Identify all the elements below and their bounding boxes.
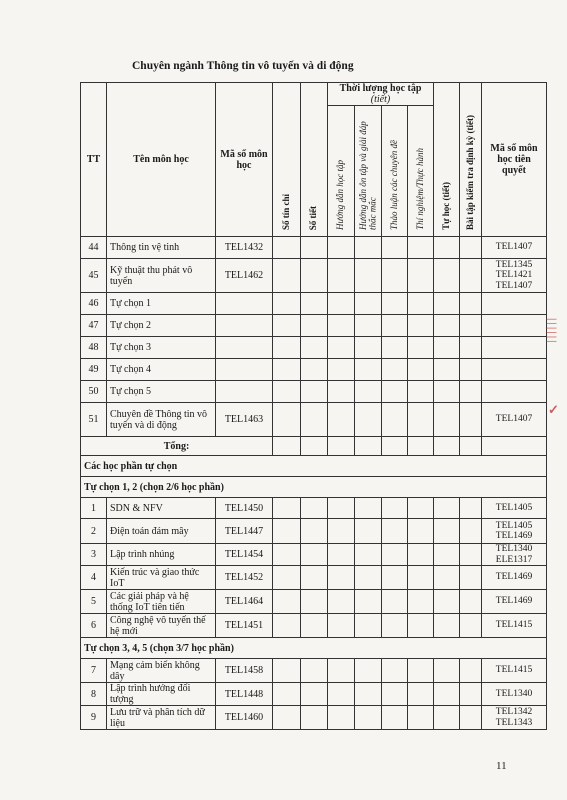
row-empty-cell — [434, 237, 460, 259]
row-empty-cell — [273, 259, 301, 293]
row-empty-cell — [328, 403, 355, 437]
row-prereq — [482, 237, 547, 259]
row-empty-cell — [408, 381, 434, 403]
table-row — [81, 683, 547, 706]
row-code: TEL1447 — [216, 519, 273, 544]
row-empty-cell — [408, 337, 434, 359]
row-empty-cell — [460, 544, 482, 566]
row-empty-cell — [301, 683, 328, 706]
row-prereq — [482, 403, 547, 437]
row-empty-cell — [273, 403, 301, 437]
row-empty-cell — [382, 437, 408, 456]
prereq-code: TEL1469 — [495, 572, 533, 583]
header-sub1: Hướng dẫn học tập — [328, 106, 355, 237]
prereq-code: TEL1469 — [495, 531, 533, 541]
row-empty-cell — [273, 498, 301, 519]
red-signature-mark: ✓ — [548, 402, 559, 417]
row-empty-cell — [355, 566, 382, 590]
row-prereq — [482, 337, 547, 359]
row-empty-cell — [328, 337, 355, 359]
row-empty-cell — [355, 359, 382, 381]
row-empty-cell — [408, 590, 434, 614]
prereq-code: TEL1340 — [495, 544, 533, 555]
row-prereq — [482, 683, 547, 706]
row-tt: 1 — [81, 498, 107, 519]
row-tt: 46 — [81, 293, 107, 315]
row-empty-cell — [382, 237, 408, 259]
row-empty-cell — [355, 259, 382, 293]
row-empty-cell — [355, 293, 382, 315]
table-row — [81, 237, 547, 259]
row-empty-cell — [460, 498, 482, 519]
row-empty-cell — [460, 315, 482, 337]
row-tt: 3 — [81, 544, 107, 566]
row-code: TEL1454 — [216, 544, 273, 566]
prereq-code: TEL1340 — [495, 688, 533, 699]
row-code: TEL1460 — [216, 706, 273, 730]
row-empty-cell — [408, 706, 434, 730]
table-row — [81, 544, 547, 566]
row-tt: 2 — [81, 519, 107, 544]
row-name: Thông tin vệ tinh — [107, 237, 216, 259]
header-sub2: Hướng dẫn ôn tập và giải đáp thắc mắc — [355, 106, 382, 237]
row-code: TEL1462 — [216, 259, 273, 293]
row-prereq — [482, 359, 547, 381]
row-empty-cell — [328, 359, 355, 381]
row-empty-cell — [434, 359, 460, 381]
row-code: TEL1458 — [216, 659, 273, 683]
row-empty-cell — [355, 315, 382, 337]
row-empty-cell — [273, 590, 301, 614]
header-credits: Số tín chỉ — [273, 83, 301, 237]
row-tt: 49 — [81, 359, 107, 381]
row-empty-cell — [273, 544, 301, 566]
table-row — [81, 498, 547, 519]
row-code — [216, 315, 273, 337]
row-name: Mạng cảm biến không dây — [107, 659, 216, 683]
row-name: Kiến trúc và giao thức IoT — [107, 566, 216, 590]
row-empty-cell — [408, 359, 434, 381]
row-empty-cell — [273, 519, 301, 544]
table-row — [81, 519, 547, 544]
row-empty-cell — [355, 519, 382, 544]
table-row — [81, 403, 547, 437]
row-tt: 6 — [81, 614, 107, 638]
row-empty-cell — [434, 498, 460, 519]
row-empty-cell — [273, 315, 301, 337]
row-empty-cell — [382, 337, 408, 359]
row-name: Các giải pháp và hệ thống IoT tiên tiến — [107, 590, 216, 614]
table-row — [81, 706, 547, 730]
table-row — [81, 614, 547, 638]
row-empty-cell — [408, 437, 434, 456]
row-tt: 50 — [81, 381, 107, 403]
row-empty-cell — [301, 566, 328, 590]
row-empty-cell — [301, 259, 328, 293]
row-empty-cell — [273, 359, 301, 381]
row-empty-cell — [355, 659, 382, 683]
row-empty-cell — [434, 683, 460, 706]
row-empty-cell — [328, 498, 355, 519]
red-stamp-mark: |||||| — [546, 318, 558, 345]
row-empty-cell — [460, 590, 482, 614]
row-code — [216, 381, 273, 403]
row-tt: 51 — [81, 403, 107, 437]
row-prereq — [482, 566, 547, 590]
row-name: Tự chọn 2 — [107, 315, 216, 337]
row-empty-cell — [408, 519, 434, 544]
row-empty-cell — [434, 659, 460, 683]
section-title: Chuyên ngành Thông tin vô tuyến và di động — [132, 60, 354, 72]
row-empty-cell — [273, 337, 301, 359]
row-empty-cell — [382, 315, 408, 337]
row-empty-cell — [382, 659, 408, 683]
row-name: Tự chọn 4 — [107, 359, 216, 381]
row-tt: 48 — [81, 337, 107, 359]
row-name: Lưu trữ và phân tích dữ liệu — [107, 706, 216, 730]
row-empty-cell — [301, 544, 328, 566]
page-number: 11 — [496, 760, 507, 772]
header-sub3: Thảo luận các chuyên đề — [382, 106, 408, 237]
row-empty-cell — [434, 315, 460, 337]
row-empty-cell — [301, 315, 328, 337]
row-empty-cell — [408, 315, 434, 337]
row-empty-cell — [328, 683, 355, 706]
row-empty-cell — [328, 259, 355, 293]
row-empty-cell — [434, 293, 460, 315]
row-empty-cell — [434, 437, 460, 456]
row-empty-cell — [328, 614, 355, 638]
row-empty-cell — [328, 659, 355, 683]
row-empty-cell — [460, 519, 482, 544]
header-self-study: Tự học (tiết) — [434, 83, 460, 237]
table-row — [81, 315, 547, 337]
row-empty-cell — [301, 590, 328, 614]
row-empty-cell — [382, 590, 408, 614]
row-empty-cell — [273, 293, 301, 315]
row-prereq — [482, 590, 547, 614]
row-empty-cell — [408, 544, 434, 566]
row-tt: 44 — [81, 237, 107, 259]
row-empty-cell — [460, 259, 482, 293]
row-empty-cell — [408, 659, 434, 683]
row-empty-cell — [355, 237, 382, 259]
group2-title: Tự chọn 3, 4, 5 (chọn 3/7 học phần) — [81, 638, 547, 659]
row-empty-cell — [382, 566, 408, 590]
header-prereq: Mã số môn học tiên quyết — [482, 83, 547, 237]
row-empty-cell — [355, 381, 382, 403]
row-code: TEL1452 — [216, 566, 273, 590]
row-empty-cell — [460, 337, 482, 359]
row-empty-cell — [408, 259, 434, 293]
row-code — [216, 337, 273, 359]
row-empty-cell — [434, 590, 460, 614]
row-empty-cell — [273, 706, 301, 730]
row-empty-cell — [382, 359, 408, 381]
row-name: Công nghệ vô tuyến thế hệ mới — [107, 614, 216, 638]
header-sub4: Thí nghiệm/Thực hành — [408, 106, 434, 237]
header-tt: TT — [81, 83, 107, 237]
row-empty-cell — [382, 259, 408, 293]
row-empty-cell — [382, 683, 408, 706]
row-empty-cell — [301, 337, 328, 359]
row-empty-cell — [408, 498, 434, 519]
row-empty-cell — [328, 519, 355, 544]
row-prereq — [482, 315, 547, 337]
row-code: TEL1450 — [216, 498, 273, 519]
prereq-code: TEL1407 — [495, 280, 533, 291]
row-empty-cell — [434, 544, 460, 566]
table-row — [81, 659, 547, 683]
row-empty-cell — [434, 519, 460, 544]
row-empty-cell — [434, 337, 460, 359]
row-prereq — [482, 259, 547, 293]
prereq-code: TEL1469 — [495, 596, 533, 607]
row-empty-cell — [328, 544, 355, 566]
row-empty-cell — [273, 683, 301, 706]
row-empty-cell — [408, 293, 434, 315]
row-empty-cell — [460, 381, 482, 403]
group2-title-row — [81, 638, 547, 659]
row-empty-cell — [328, 706, 355, 730]
row-empty-cell — [328, 590, 355, 614]
row-empty-cell — [434, 381, 460, 403]
row-empty-cell — [355, 590, 382, 614]
row-empty-cell — [460, 403, 482, 437]
row-empty-cell — [301, 381, 328, 403]
row-name: Lập trình nhúng — [107, 544, 216, 566]
row-empty-cell — [408, 403, 434, 437]
row-code — [216, 293, 273, 315]
row-empty-cell — [355, 544, 382, 566]
row-empty-cell — [301, 359, 328, 381]
row-empty-cell — [273, 381, 301, 403]
row-tt: 45 — [81, 259, 107, 293]
header-code: Mã số môn học — [216, 83, 273, 237]
row-empty-cell — [460, 566, 482, 590]
row-empty-cell — [328, 315, 355, 337]
row-prereq — [482, 293, 547, 315]
row-empty-cell — [382, 706, 408, 730]
row-empty-cell — [434, 566, 460, 590]
row-code: TEL1463 — [216, 403, 273, 437]
prereq-code: TEL1343 — [495, 717, 533, 728]
group1-title: Tự chọn 1, 2 (chọn 2/6 học phần) — [81, 477, 547, 498]
row-tt: 5 — [81, 590, 107, 614]
row-empty-cell — [355, 337, 382, 359]
row-empty-cell — [460, 706, 482, 730]
row-code: TEL1451 — [216, 614, 273, 638]
prereq-code: ELE1317 — [495, 554, 533, 565]
table-row — [81, 359, 547, 381]
row-prereq — [482, 706, 547, 730]
row-name: Kỹ thuật thu phát vô tuyến — [107, 259, 216, 293]
row-code: TEL1464 — [216, 590, 273, 614]
row-code — [216, 359, 273, 381]
row-empty-cell — [301, 659, 328, 683]
row-empty-cell — [460, 359, 482, 381]
table-row — [81, 293, 547, 315]
prereq-code: TEL1405 — [495, 520, 533, 531]
row-empty-cell — [460, 659, 482, 683]
row-tt: 8 — [81, 683, 107, 706]
row-name: Tự chọn 5 — [107, 381, 216, 403]
elective-section-title-row — [81, 456, 547, 477]
row-name: Điện toán đám mây — [107, 519, 216, 544]
row-empty-cell — [408, 683, 434, 706]
group1-title-row — [81, 477, 547, 498]
row-tt: 4 — [81, 566, 107, 590]
row-empty-cell — [460, 683, 482, 706]
row-empty-cell — [301, 498, 328, 519]
row-empty-cell — [355, 683, 382, 706]
prereq-code: TEL1415 — [495, 620, 533, 631]
row-empty-cell — [301, 614, 328, 638]
row-empty-cell — [273, 566, 301, 590]
table-row — [81, 337, 547, 359]
row-empty-cell — [328, 237, 355, 259]
total-row — [81, 437, 547, 456]
row-empty-cell — [460, 293, 482, 315]
row-empty-cell — [434, 614, 460, 638]
header-assignments: Bài tập kiểm tra định kỳ (tiết) — [460, 83, 482, 237]
total-label: Tổng: — [81, 437, 273, 456]
row-empty-cell — [273, 614, 301, 638]
row-empty-cell — [355, 614, 382, 638]
row-prereq — [482, 381, 547, 403]
header-name: Tên môn học — [107, 83, 216, 237]
row-name: Chuyên đề Thông tin vô tuyến và di động — [107, 403, 216, 437]
table-row — [81, 590, 547, 614]
row-tt: 9 — [81, 706, 107, 730]
row-empty-cell — [328, 437, 355, 456]
row-empty-cell — [301, 237, 328, 259]
row-empty-cell — [328, 381, 355, 403]
prereq-code: TEL1345 — [495, 259, 533, 270]
row-empty-cell — [434, 706, 460, 730]
prereq-code: TEL1415 — [495, 665, 533, 676]
row-empty-cell — [460, 437, 482, 456]
row-empty-cell — [273, 659, 301, 683]
row-empty-cell — [382, 544, 408, 566]
row-empty-cell — [355, 706, 382, 730]
table-row — [81, 381, 547, 403]
prereq-code: TEL1421 — [495, 270, 533, 281]
row-name: Lập trình hướng đối tượng — [107, 683, 216, 706]
elective-section-title: Các học phần tự chọn — [81, 456, 547, 477]
row-empty-cell — [408, 566, 434, 590]
row-empty-cell — [301, 403, 328, 437]
row-empty-cell — [460, 237, 482, 259]
row-tt: 47 — [81, 315, 107, 337]
row-empty-cell — [355, 403, 382, 437]
row-prereq — [482, 544, 547, 566]
row-code: TEL1432 — [216, 237, 273, 259]
row-name: Tự chọn 1 — [107, 293, 216, 315]
row-empty-cell — [460, 614, 482, 638]
row-empty-cell — [355, 498, 382, 519]
prereq-code: TEL1407 — [495, 414, 533, 425]
curriculum-table — [80, 82, 547, 730]
row-empty-cell — [273, 437, 301, 456]
prereq-code: TEL1342 — [495, 707, 533, 718]
row-empty-cell — [482, 437, 547, 456]
row-empty-cell — [382, 381, 408, 403]
row-empty-cell — [434, 259, 460, 293]
header-periods: Số tiết — [301, 83, 328, 237]
row-empty-cell — [382, 614, 408, 638]
row-empty-cell — [328, 566, 355, 590]
row-prereq — [482, 498, 547, 519]
prereq-code: TEL1407 — [495, 242, 533, 253]
row-prereq — [482, 659, 547, 683]
row-name: Tự chọn 3 — [107, 337, 216, 359]
row-empty-cell — [273, 237, 301, 259]
row-code: TEL1448 — [216, 683, 273, 706]
row-empty-cell — [301, 706, 328, 730]
row-empty-cell — [382, 403, 408, 437]
row-prereq — [482, 519, 547, 544]
row-empty-cell — [408, 614, 434, 638]
row-empty-cell — [382, 293, 408, 315]
row-tt: 7 — [81, 659, 107, 683]
row-empty-cell — [301, 293, 328, 315]
header-row-1 — [81, 83, 547, 106]
row-prereq — [482, 614, 547, 638]
row-empty-cell — [328, 293, 355, 315]
row-empty-cell — [355, 437, 382, 456]
row-empty-cell — [301, 437, 328, 456]
table-row — [81, 566, 547, 590]
row-empty-cell — [382, 519, 408, 544]
row-empty-cell — [382, 498, 408, 519]
row-name: SDN & NFV — [107, 498, 216, 519]
table-row — [81, 259, 547, 293]
row-empty-cell — [408, 237, 434, 259]
header-study-time: Thời lượng học tập (tiết) — [328, 83, 434, 106]
row-empty-cell — [434, 403, 460, 437]
prereq-code: TEL1405 — [495, 502, 533, 513]
row-empty-cell — [301, 519, 328, 544]
